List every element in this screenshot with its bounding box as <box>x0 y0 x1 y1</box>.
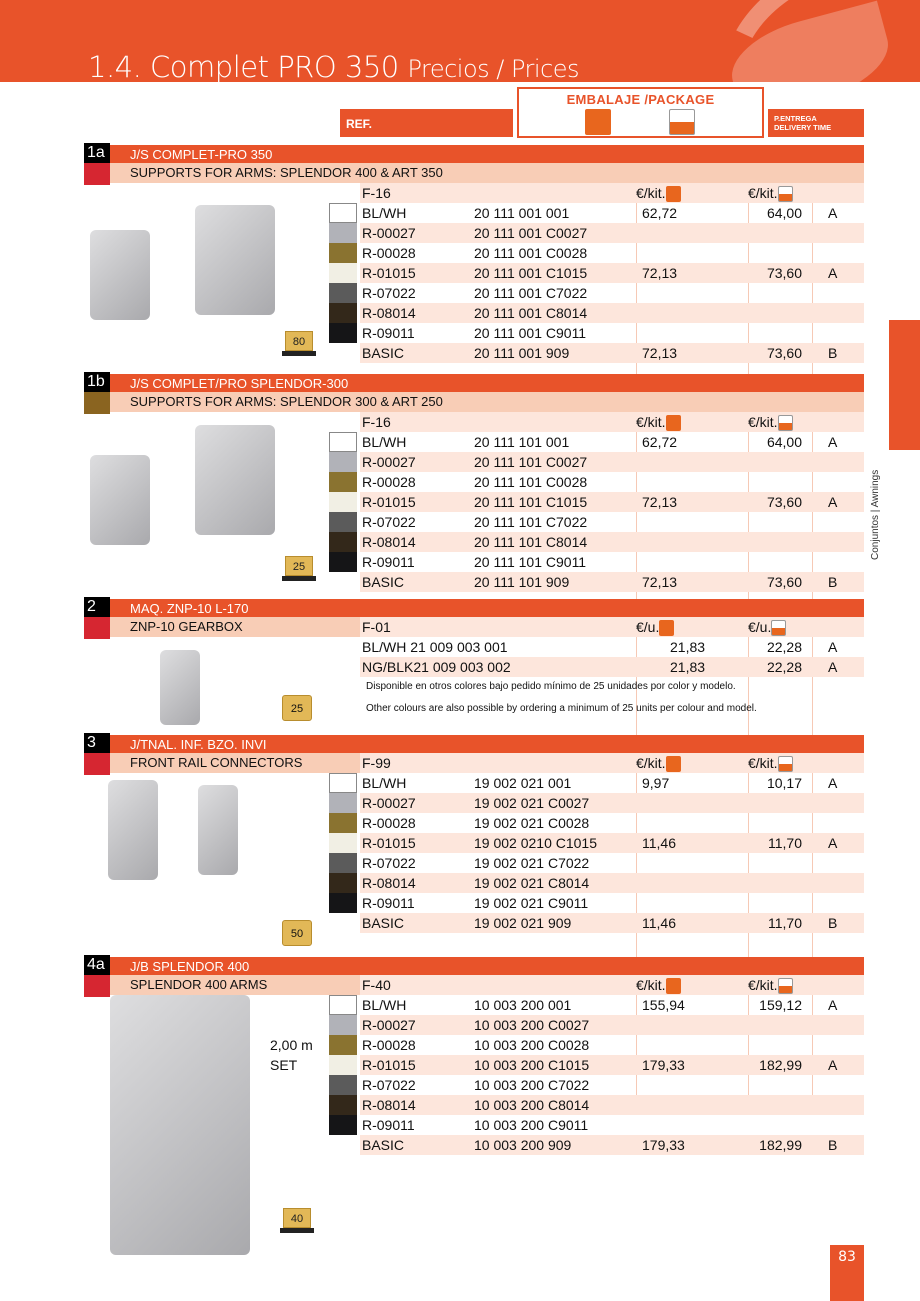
table-row: R-08014 10 003 200 C8014 <box>360 1095 864 1115</box>
section-number: 2 <box>84 597 110 617</box>
table-header-row: F-16 €/kit. €/kit. <box>360 183 864 203</box>
color-swatch <box>329 492 357 512</box>
table-row: R-09011 20 111 101 C9011 <box>360 552 864 572</box>
color-swatch <box>329 1095 357 1115</box>
closed-box-icon <box>666 756 681 772</box>
closed-box-icon <box>666 978 681 994</box>
table-row: R-00028 10 003 200 C0028 <box>360 1035 864 1055</box>
color-swatch <box>329 773 357 793</box>
table-row: R-00028 20 111 101 C0028 <box>360 472 864 492</box>
table-row: BASIC 10 003 200 909 179,33 182,99 B <box>360 1135 864 1155</box>
open-box-icon <box>778 756 793 772</box>
section-title: J/S COMPLET-PRO 350 <box>110 145 864 163</box>
product-image <box>198 785 238 875</box>
color-swatch <box>329 833 357 853</box>
section-subtitle: SUPPORTS FOR ARMS: SPLENDOR 400 & ART 350 <box>110 163 864 183</box>
product-image <box>90 455 150 545</box>
table-row: R-09011 10 003 200 C9011 <box>360 1115 864 1135</box>
table-row: R-08014 20 111 001 C8014 <box>360 303 864 323</box>
color-swatch <box>329 532 357 552</box>
color-swatch <box>329 512 357 532</box>
closed-box-icon <box>585 109 611 135</box>
color-swatch <box>329 203 357 223</box>
color-swatch <box>329 243 357 263</box>
table-row: R-01015 19 002 0210 C1015 11,46 11,70 A <box>360 833 864 853</box>
table-row: R-00028 20 111 001 C0028 <box>360 243 864 263</box>
table-row: R-07022 19 002 021 C7022 <box>360 853 864 873</box>
color-swatch <box>329 452 357 472</box>
color-swatch <box>329 813 357 833</box>
color-swatch <box>329 1115 357 1135</box>
color-swatch <box>329 263 357 283</box>
pallet-quantity-icon: 50 <box>282 920 312 946</box>
closed-box-icon <box>659 620 674 636</box>
table-row: BL/WH 19 002 021 001 9,97 10,17 A <box>360 773 864 793</box>
section-subtitle-bar: SPLENDOR 400 ARMS <box>110 975 864 995</box>
open-box-icon <box>778 415 793 431</box>
pallet-quantity-icon: 25 <box>282 556 316 586</box>
color-swatch <box>329 1075 357 1095</box>
table-row: NG/BLK21 009 003 002 21,83 22,28 A <box>360 657 864 677</box>
package-column-header: EMBALAJE /PACKAGE <box>517 87 764 138</box>
table-header-row: F-99 €/kit. €/kit. <box>360 753 864 773</box>
note-es: Disponible en otros colores bajo pedido mínimo de 25 unidades por color y modelo. <box>366 681 736 692</box>
section-title: J/B SPLENDOR 400 <box>110 957 864 975</box>
color-swatch <box>329 472 357 492</box>
table-row: R-07022 10 003 200 C7022 <box>360 1075 864 1095</box>
size-label: 2,00 m SET <box>270 1037 313 1073</box>
color-swatch <box>329 893 357 913</box>
note-en: Other colours are also possible by ordering a minimum of 25 units per colour and model. <box>366 703 757 714</box>
category-color-badge <box>84 753 110 775</box>
pallet-quantity-icon: 80 <box>282 331 316 361</box>
header-banner <box>0 0 920 82</box>
product-image <box>195 425 275 535</box>
side-tab <box>889 320 920 450</box>
open-box-icon <box>778 186 793 202</box>
color-swatch <box>329 1055 357 1075</box>
page-title: 1.4. Complet PRO 350 Precios / Prices <box>88 50 580 82</box>
table-row: BASIC 19 002 021 909 11,46 11,70 B <box>360 913 864 933</box>
product-image <box>90 230 150 320</box>
section-number: 3 <box>84 733 110 753</box>
color-swatch <box>329 853 357 873</box>
section-number: 4a <box>84 955 110 975</box>
category-color-badge <box>84 392 110 414</box>
section-number: 1a <box>84 143 110 163</box>
table-row: BASIC 20 111 101 909 72,13 73,60 B <box>360 572 864 592</box>
color-swatch <box>329 995 357 1015</box>
product-image <box>110 995 250 1255</box>
table-row: R-07022 20 111 101 C7022 <box>360 512 864 532</box>
page-number: 83 <box>830 1245 864 1301</box>
table-row: BL/WH 10 003 200 001 155,94 159,12 A <box>360 995 864 1015</box>
color-swatch <box>329 1035 357 1055</box>
open-box-icon <box>771 620 786 636</box>
section-subtitle-bar: ZNP-10 GEARBOX <box>110 617 864 637</box>
table-header-row: F-01 €/u. €/u. <box>360 617 864 637</box>
product-image <box>195 205 275 315</box>
table-row: R-08014 19 002 021 C8014 <box>360 873 864 893</box>
product-image <box>108 780 158 880</box>
color-swatch <box>329 1015 357 1035</box>
color-swatch <box>329 303 357 323</box>
color-swatch <box>329 552 357 572</box>
table-row: BL/WH 21 009 003 001 21,83 22,28 A <box>362 639 838 655</box>
table-row: R-07022 20 111 001 C7022 <box>360 283 864 303</box>
color-swatch <box>329 283 357 303</box>
section-number: 1b <box>84 372 110 392</box>
open-box-icon <box>778 978 793 994</box>
category-color-badge <box>84 975 110 997</box>
table-header-row: F-16 €/kit. €/kit. <box>360 412 864 432</box>
table-row: R-00027 19 002 021 C0027 <box>360 793 864 813</box>
table-row: R-08014 20 111 101 C8014 <box>360 532 864 552</box>
section-subtitle-bar: FRONT RAIL CONNECTORS <box>110 753 864 773</box>
category-color-badge <box>84 617 110 639</box>
table-row: R-00028 19 002 021 C0028 <box>360 813 864 833</box>
side-label: Conjuntos | Awnings <box>870 469 881 560</box>
table-row: R-00027 20 111 101 C0027 <box>360 452 864 472</box>
table-row: R-01015 20 111 001 C1015 72,13 73,60 A <box>360 263 864 283</box>
table-row: R-00027 20 111 001 C0027 <box>360 223 864 243</box>
color-swatch <box>329 323 357 343</box>
ref-column-header: REF. <box>340 109 513 137</box>
open-box-icon <box>669 109 695 135</box>
pallet-quantity-icon: 25 <box>282 695 312 721</box>
closed-box-icon <box>666 186 681 202</box>
table-row: BASIC 20 111 001 909 72,13 73,60 B <box>360 343 864 363</box>
pallet-quantity-icon: 40 <box>280 1208 314 1238</box>
table-row: R-09011 19 002 021 C9011 <box>360 893 864 913</box>
color-swatch <box>329 432 357 452</box>
table-row: BL/WH 20 111 101 001 62,72 64,00 A <box>360 432 864 452</box>
color-swatch <box>329 223 357 243</box>
table-row: R-00027 10 003 200 C0027 <box>360 1015 864 1035</box>
section-title: J/S COMPLET/PRO SPLENDOR-300 <box>110 374 864 392</box>
product-image <box>160 650 200 725</box>
table-row: R-09011 20 111 001 C9011 <box>360 323 864 343</box>
table-row: R-01015 20 111 101 C1015 72,13 73,60 A <box>360 492 864 512</box>
table-header-row: F-40 €/kit. €/kit. <box>360 975 864 995</box>
category-color-badge <box>84 163 110 185</box>
section-title: J/TNAL. INF. BZO. INVI <box>110 735 864 753</box>
color-swatch <box>329 873 357 893</box>
delivery-column-header: P.ENTREGA DELIVERY TIME <box>768 109 864 137</box>
closed-box-icon <box>666 415 681 431</box>
section-title: MAQ. ZNP-10 L-170 <box>110 599 864 617</box>
table-row: R-01015 10 003 200 C1015 179,33 182,99 A <box>360 1055 864 1075</box>
section-subtitle: SUPPORTS FOR ARMS: SPLENDOR 300 & ART 250 <box>110 392 864 412</box>
color-swatch <box>329 793 357 813</box>
table-row: BL/WH 20 111 001 001 62,72 64,00 A <box>360 203 864 223</box>
